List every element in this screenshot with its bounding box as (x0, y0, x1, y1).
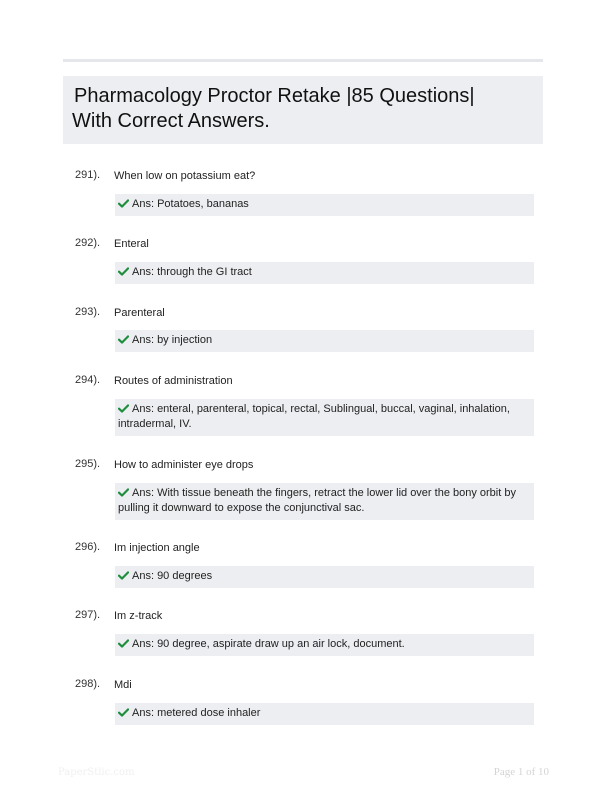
question-text: How to administer eye drops (114, 459, 254, 471)
question-text: Routes of administration (114, 375, 233, 387)
answer-text: Ans: 90 degrees (132, 570, 213, 582)
answer-box (115, 194, 534, 216)
question-number: 293). (75, 306, 101, 318)
check-icon (118, 267, 129, 276)
answer-text: Ans: through the GI tract (132, 266, 252, 278)
question-number: 296). (75, 541, 101, 553)
question-text: When low on potassium eat? (114, 170, 256, 182)
answer-text: Ans: Potatoes, bananas (132, 198, 249, 210)
check-icon (118, 708, 129, 717)
question-number: 297). (75, 609, 101, 621)
answer-text: Ans: With tissue beneath the fingers, retract the lower lid over the bony orbit by pulling it downward to expose the conjunctival sac. (118, 487, 516, 514)
question-number: 295). (75, 458, 101, 470)
answer-box (115, 330, 534, 352)
page-number: Page 1 of 10 (493, 766, 549, 778)
question-text: Im z-track (114, 610, 163, 622)
check-icon (118, 639, 129, 648)
question-text: Mdi (114, 679, 132, 691)
question-number: 292). (75, 237, 101, 249)
answer-text: Ans: 90 degree, aspirate draw up an air lock, document. (132, 638, 405, 650)
answer-box (115, 483, 534, 520)
question-number: 294). (75, 374, 101, 386)
answer-box (115, 399, 534, 436)
question-number: 291). (75, 169, 101, 181)
check-icon (118, 571, 129, 580)
answer-text: Ans: enteral, parenteral, topical, rectal, Sublingual, buccal, vaginal, inhalation, intradermal, IV. (118, 403, 510, 430)
title-line-2: With Correct Answers. (72, 110, 270, 132)
check-icon (118, 404, 129, 413)
answer-box (115, 262, 534, 284)
check-icon (118, 335, 129, 344)
top-divider (63, 59, 543, 62)
answer-box (115, 634, 534, 656)
check-icon (118, 199, 129, 208)
title-line-1: Pharmacology Proctor Retake |85 Questions| (74, 85, 475, 107)
answer-text: Ans: by injection (132, 334, 213, 346)
question-text: Im injection angle (114, 542, 200, 554)
document-title (63, 76, 543, 144)
question-text: Enteral (114, 238, 149, 250)
question-number: 298). (75, 678, 101, 690)
answer-box (115, 703, 534, 725)
answer-text: Ans: metered dose inhaler (132, 707, 261, 719)
check-icon (118, 488, 129, 497)
footer-watermark: PaperStlic.com (58, 767, 135, 778)
answer-box (115, 566, 534, 588)
question-text: Parenteral (114, 307, 165, 319)
